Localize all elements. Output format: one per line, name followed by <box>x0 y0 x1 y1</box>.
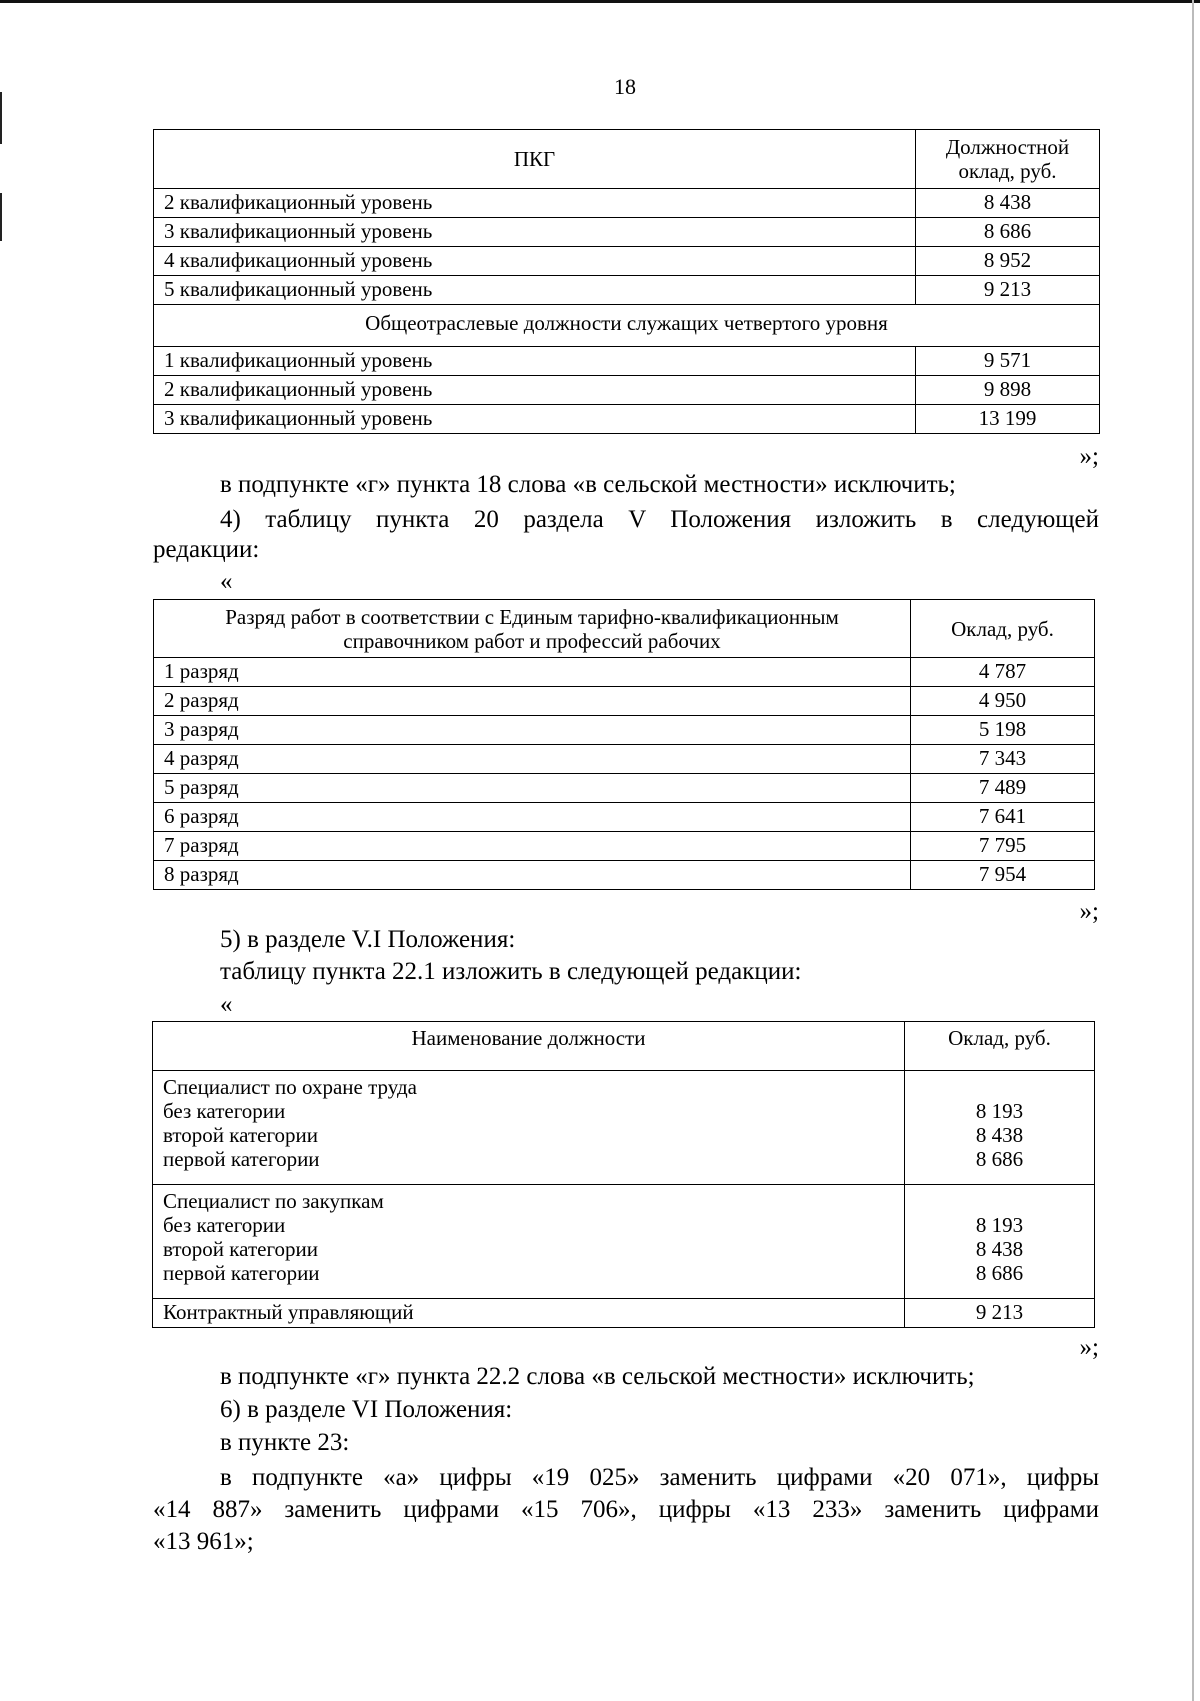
row-name: 3 разряд <box>154 716 911 745</box>
opening-quote-2: « <box>220 568 233 595</box>
row-value: 7 641 <box>911 803 1095 832</box>
item-name: без категории <box>163 1213 286 1237</box>
row-name: 4 разряд <box>154 745 911 774</box>
item-value: 8 686 <box>975 1261 1024 1285</box>
paragraph-subpoint-a-line-3: «13 961»; <box>153 1528 254 1555</box>
item-name: первой категории <box>163 1261 320 1285</box>
closing-quote-1: »; <box>1079 443 1099 470</box>
table-subheader-row <box>154 305 1100 347</box>
table-row <box>153 1185 1095 1299</box>
table-row <box>154 716 1095 745</box>
group-title: Специалист по охране труда <box>163 1075 417 1099</box>
closing-quote-3: »; <box>1079 1334 1099 1361</box>
table-row <box>154 347 1100 376</box>
table-row <box>153 1299 1095 1328</box>
item-value: 8 193 <box>975 1213 1024 1237</box>
item-value: 8 686 <box>975 1147 1024 1171</box>
row-value: 9 898 <box>916 376 1100 405</box>
closing-quote-2: »; <box>1079 898 1099 925</box>
position-group-procurement-values <box>905 1185 1095 1299</box>
header-salary: Должностной оклад, руб. <box>916 130 1100 189</box>
item-name: второй категории <box>163 1237 319 1261</box>
row-name: 5 разряд <box>154 774 911 803</box>
table-row <box>154 803 1095 832</box>
item-name: второй категории <box>163 1123 319 1147</box>
table-header-row <box>154 600 1095 658</box>
row-value: 9 571 <box>916 347 1100 376</box>
row-value: 7 489 <box>911 774 1095 803</box>
table-row <box>154 405 1100 434</box>
row-name: 6 разряд <box>154 803 911 832</box>
header-pkg: ПКГ <box>154 130 916 189</box>
row-name: 1 квалификационный уровень <box>154 347 916 376</box>
row-value: 7 795 <box>911 832 1095 861</box>
table-row <box>154 658 1095 687</box>
row-value: 5 198 <box>911 716 1095 745</box>
paragraph-subpoint-g-22-2: в подпункте «г» пункта 22.2 слова «в сельской местности» исключить; <box>220 1363 975 1390</box>
header-salary: Оклад, руб. <box>905 1022 1095 1071</box>
page-number: 18 <box>614 74 636 99</box>
row-value: 9 213 <box>905 1299 1095 1328</box>
subheader-fourth-level: Общеотраслевые должности служащих четвертого уровня <box>154 305 1100 347</box>
row-value: 8 952 <box>916 247 1100 276</box>
row-name: 1 разряд <box>154 658 911 687</box>
row-value: 8 686 <box>916 218 1100 247</box>
table-row <box>154 774 1095 803</box>
row-value: 9 213 <box>916 276 1100 305</box>
position-group-labor-safety <box>153 1071 905 1185</box>
table-row <box>153 1071 1095 1185</box>
paragraph-5: 5) в разделе V.I Положения: <box>220 926 516 953</box>
table-row <box>154 276 1100 305</box>
table-row <box>154 832 1095 861</box>
row-name: 8 разряд <box>154 861 911 890</box>
item-value: 8 193 <box>975 1099 1024 1123</box>
paragraph-4-line-1: 4) таблицу пункта 20 раздела V Положения изложить в следующей <box>220 506 1099 533</box>
table-row <box>154 861 1095 890</box>
item-value: 8 438 <box>975 1123 1024 1147</box>
table-row <box>154 687 1095 716</box>
table-row <box>154 376 1100 405</box>
row-value: 13 199 <box>916 405 1100 434</box>
row-value: 8 438 <box>916 189 1100 218</box>
scan-right-edge <box>1192 0 1194 1701</box>
header-position: Наименование должности <box>153 1022 905 1071</box>
position-group-labor-safety-values <box>905 1071 1095 1185</box>
group-title: Специалист по закупкам <box>163 1189 384 1213</box>
row-value: 4 950 <box>911 687 1095 716</box>
row-value: 7 954 <box>911 861 1095 890</box>
table-header-row <box>154 130 1100 189</box>
salary-table-pkg <box>153 129 1100 434</box>
row-name: 4 квалификационный уровень <box>154 247 916 276</box>
paragraph-4-line-2: редакции: <box>153 536 260 563</box>
position-group-procurement <box>153 1185 905 1299</box>
row-name: 2 квалификационный уровень <box>154 376 916 405</box>
row-name: 2 разряд <box>154 687 911 716</box>
paragraph-6: 6) в разделе VI Положения: <box>220 1396 513 1423</box>
paragraph-point-23: в пункте 23: <box>220 1429 350 1456</box>
row-value: 4 787 <box>911 658 1095 687</box>
row-name: 2 квалификационный уровень <box>154 189 916 218</box>
item-value: 8 438 <box>975 1237 1024 1261</box>
table-row <box>154 247 1100 276</box>
header-salary: Оклад, руб. <box>911 600 1095 658</box>
paragraph-subpoint-g-18: в подпункте «г» пункта 18 слова «в сельской местности» исключить; <box>220 471 956 498</box>
item-name: без категории <box>163 1099 286 1123</box>
row-name: 3 квалификационный уровень <box>154 218 916 247</box>
header-grade: Разряд работ в соответствии с Единым тарифно-квалификационным справочником работ и профессий рабочих <box>154 600 911 658</box>
paragraph-subpoint-a-line-1: в подпункте «а» цифры «19 025» заменить цифрами «20 071», цифры <box>220 1464 1099 1491</box>
row-name: 7 разряд <box>154 832 911 861</box>
row-name: 3 квалификационный уровень <box>154 405 916 434</box>
opening-quote-3: « <box>220 991 233 1018</box>
scan-left-mark <box>0 193 2 241</box>
salary-table-positions <box>152 1021 1095 1328</box>
table-header-row <box>153 1022 1095 1071</box>
row-name: Контрактный управляющий <box>153 1299 905 1328</box>
salary-table-grades <box>153 599 1095 890</box>
table-row <box>154 189 1100 218</box>
row-name: 5 квалификационный уровень <box>154 276 916 305</box>
paragraph-subpoint-a-line-2: «14 887» заменить цифрами «15 706», цифры «13 233» заменить цифрами <box>153 1496 1099 1523</box>
scan-top-border <box>0 0 1200 3</box>
item-name: первой категории <box>163 1147 320 1171</box>
table-row <box>154 745 1095 774</box>
table-row <box>154 218 1100 247</box>
row-value: 7 343 <box>911 745 1095 774</box>
paragraph-5-table: таблицу пункта 22.1 изложить в следующей редакции: <box>220 958 802 985</box>
